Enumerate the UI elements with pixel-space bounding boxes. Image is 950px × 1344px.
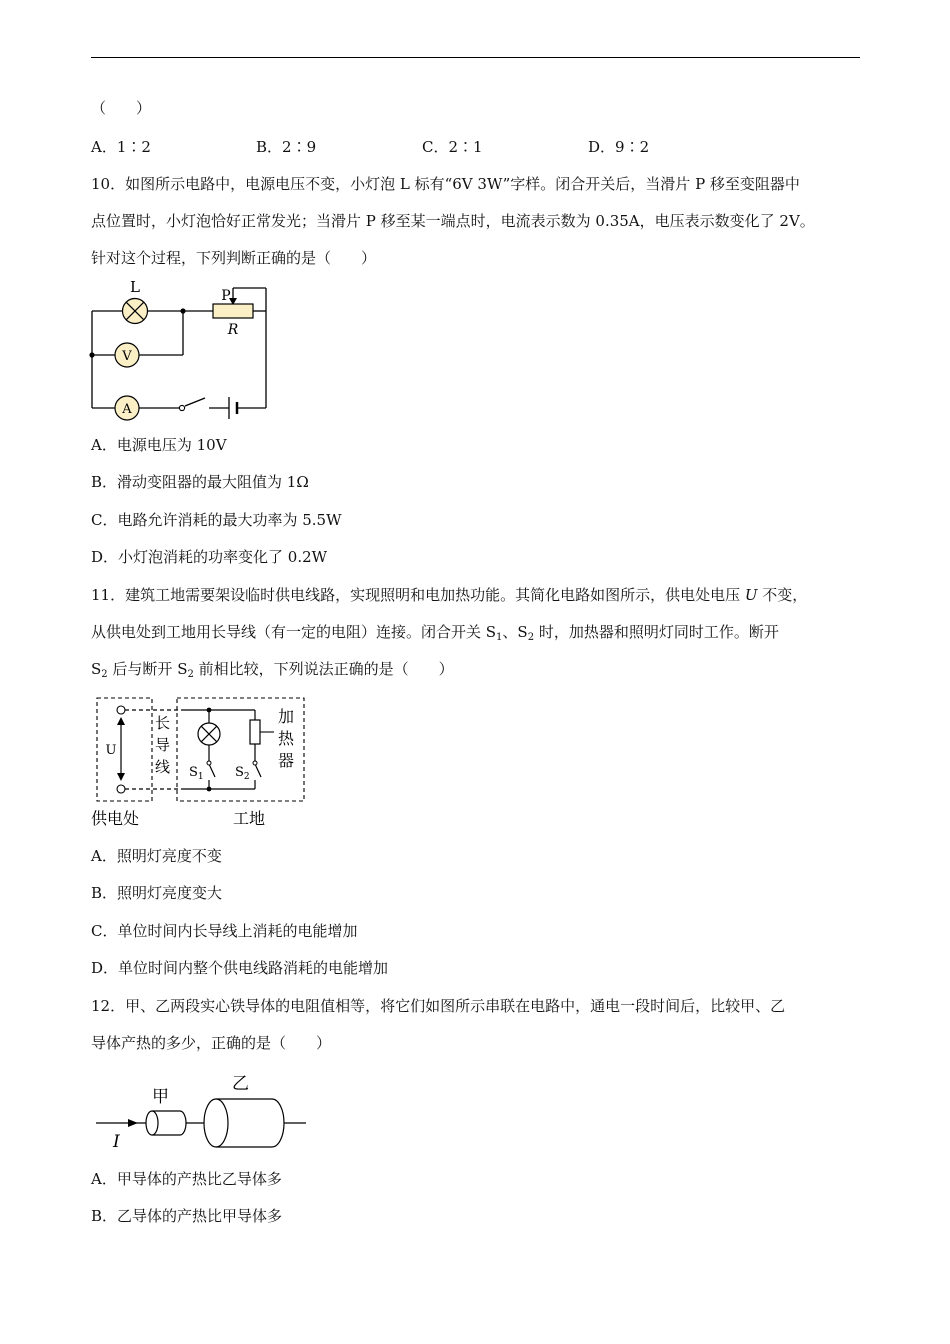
q11-option-d: D．单位时间内整个供电线路消耗的电能增加 <box>91 959 389 977</box>
q12-stem-line1: 12．甲、乙两段实心铁导体的电阻值相等，将它们如图所示串联在电路中，通电一段时间后，比较甲、乙 <box>91 997 786 1015</box>
wire-label-3: 线 <box>155 758 171 776</box>
q9-option-c: C．2∶1 <box>422 138 483 156</box>
supply-label: 供电处 <box>91 809 140 828</box>
ammeter-label: A <box>122 402 132 417</box>
q12-stem-line2: 导体产热的多少，正确的是（ ） <box>91 1034 332 1052</box>
q10-stem-line3: 针对这个过程，下列判断正确的是（ ） <box>91 249 377 267</box>
q12-option-a: A．甲导体的产热比乙导体多 <box>91 1170 282 1188</box>
q10-stem-line1: 10．如图所示电路中，电源电压不变，小灯泡 L 标有“6V 3W”字样。闭合开关后，当滑片 P 移至变阻器中 <box>91 175 800 193</box>
switch2-label: $S_2$ <box>235 765 250 782</box>
q11-option-c: C．单位时间内长导线上消耗的电能增加 <box>91 922 358 940</box>
heater-label-2: 热 <box>278 729 295 748</box>
conductor-yi <box>204 1099 284 1147</box>
q11-stem-line1: 11．建筑工地需要架设临时供电线路，实现照明和电加热功能。其简化电路如图所示，供电处电压 U 不变， <box>91 586 808 604</box>
q9-option-a: A．1∶2 <box>91 138 151 156</box>
lighting-lamp-icon <box>198 723 220 745</box>
q12-conductor-diagram <box>92 1070 312 1150</box>
wire-label-1: 长 <box>155 714 171 732</box>
resistor-label: R <box>227 322 239 338</box>
q10-circuit-diagram <box>85 278 280 426</box>
heater-label-3: 器 <box>278 751 295 770</box>
heater-label-1: 加 <box>278 707 295 726</box>
voltage-arrow-down-icon <box>117 773 125 781</box>
conductor-jia <box>146 1111 186 1135</box>
q12-option-b: B．乙导体的产热比甲导体多 <box>91 1207 283 1225</box>
lamp-label: L <box>130 278 140 296</box>
label-yi: 乙 <box>232 1074 249 1094</box>
q9-option-b: B．2∶9 <box>256 138 317 156</box>
voltage-arrow-up-icon <box>117 717 125 725</box>
resistor-icon <box>213 304 253 318</box>
q10-option-d: D．小灯泡消耗的功率变化了 0.2W <box>91 548 328 566</box>
q11-circuit-diagram <box>88 692 313 832</box>
q9-option-d: D．9∶2 <box>588 138 650 156</box>
q11-stem-line3: $S_2$ 后与断开 $S_2$ 前相比较，下列说法正确的是（ ） <box>91 660 454 680</box>
q11-option-b: B．照明灯亮度变大 <box>91 884 223 902</box>
q10-stem-line2: 点位置时，小灯泡恰好正常发光；当滑片 P 移至某一端点时，电流表示数为 0.35A，电压表示数变化了 2V。 <box>91 212 815 230</box>
current-label: I <box>113 1132 120 1150</box>
current-arrow-icon <box>128 1119 138 1127</box>
q10-option-c: C．电路允许消耗的最大功率为 5.5W <box>91 511 342 529</box>
q9-bracket: （ ） <box>91 99 152 117</box>
voltmeter-label: V <box>122 349 132 364</box>
site-label: 工地 <box>233 809 266 828</box>
voltage-label: U <box>105 743 117 758</box>
label-jia: 甲 <box>152 1087 169 1107</box>
q10-option-b: B．滑动变阻器的最大阻值为 1Ω <box>91 473 309 491</box>
wire-label-2: 导 <box>155 736 171 754</box>
q11-stem-line2: 从供电处到工地用长导线（有一定的电阻）连接。闭合开关 $S_1$、$S_2$ 时，加热器和照明灯同时工作。断开 <box>91 623 779 643</box>
slider-label: P <box>221 288 231 304</box>
heater-resistor-icon <box>250 720 260 744</box>
lamp-icon <box>123 299 148 324</box>
switch1-label: $S_1$ <box>189 765 204 782</box>
q11-option-a: A．照明灯亮度不变 <box>91 847 222 865</box>
header-rule <box>91 57 860 58</box>
q10-option-a: A．电源电压为 10V <box>91 436 227 454</box>
